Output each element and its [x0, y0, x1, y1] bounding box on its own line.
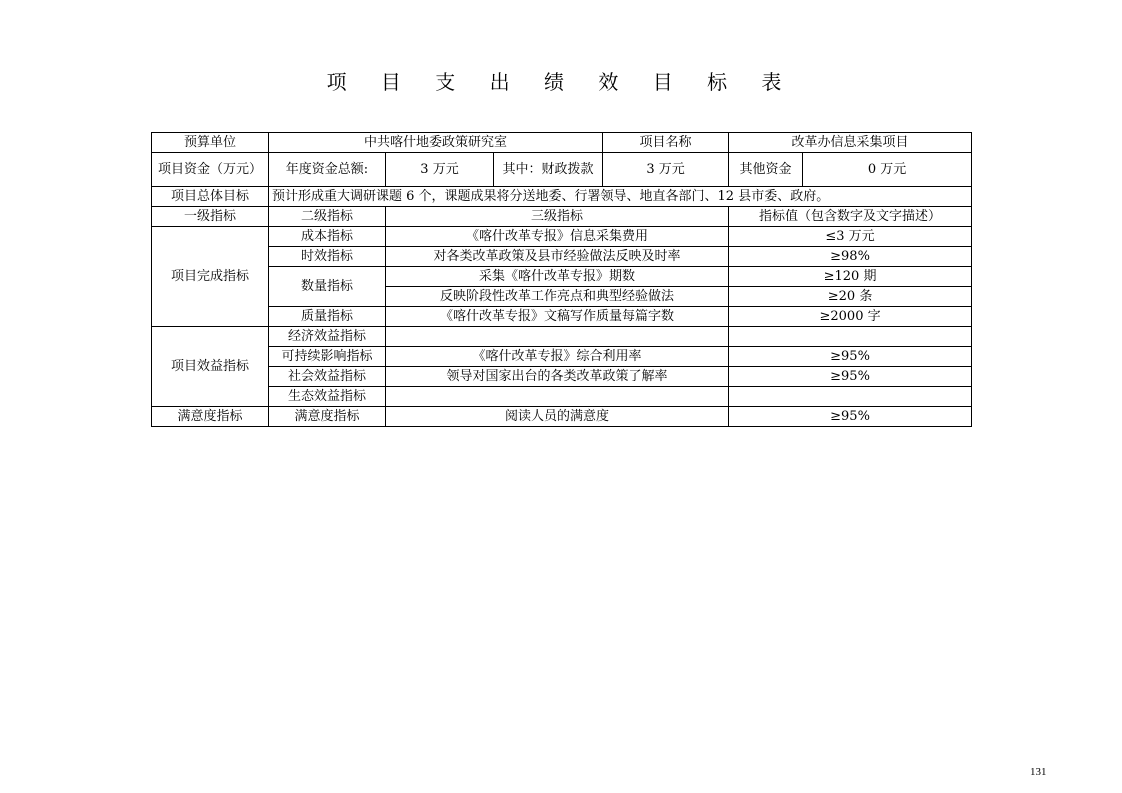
- fiscal-value: 3 万元: [603, 153, 729, 187]
- cost-item: 《喀什改革专报》信息采集费用: [386, 227, 729, 247]
- social-value: ≥95%: [729, 367, 972, 387]
- satisfaction-level2: 满意度指标: [269, 407, 386, 427]
- ecological-label: 生态效益指标: [269, 387, 386, 407]
- table-row: [152, 387, 972, 407]
- header-row: [152, 133, 972, 153]
- goal-row: [152, 187, 972, 207]
- other-funds-label: 其他资金: [729, 153, 803, 187]
- table-row: [152, 327, 972, 347]
- benefit-label: 项目效益指标: [152, 327, 269, 407]
- sustainable-value: ≥95%: [729, 347, 972, 367]
- budget-unit-label: 预算单位: [152, 133, 269, 153]
- table-row: [152, 407, 972, 427]
- cost-value: ≤3 万元: [729, 227, 972, 247]
- completion-label: 项目完成指标: [152, 227, 269, 327]
- quantity-label: 数量指标: [269, 267, 386, 307]
- quantity-item-2: 反映阶段性改革工作亮点和典型经验做法: [386, 287, 729, 307]
- table-row: [152, 227, 972, 247]
- ecological-item: [386, 387, 729, 407]
- annual-total-value: 3 万元: [386, 153, 494, 187]
- economic-value: [729, 327, 972, 347]
- sustainable-item: 《喀什改革专报》综合利用率: [386, 347, 729, 367]
- project-name-value: 改革办信息采集项目: [729, 133, 972, 153]
- sustainable-label: 可持续影响指标: [269, 347, 386, 367]
- table-row: [152, 267, 972, 287]
- performance-target-table: [151, 132, 972, 427]
- project-name-label: 项目名称: [603, 133, 729, 153]
- quantity-item-1: 采集《喀什改革专报》期数: [386, 267, 729, 287]
- timeliness-value: ≥98%: [729, 247, 972, 267]
- ecological-value: [729, 387, 972, 407]
- col-value: 指标值（包含数字及文字描述）: [729, 207, 972, 227]
- annual-total-label: 年度资金总额:: [269, 153, 386, 187]
- goal-label: 项目总体目标: [152, 187, 269, 207]
- social-label: 社会效益指标: [269, 367, 386, 387]
- quality-item: 《喀什改革专报》文稿写作质量每篇字数: [386, 307, 729, 327]
- other-funds-value: 0 万元: [803, 153, 972, 187]
- timeliness-item: 对各类改革政策及县市经验做法反映及时率: [386, 247, 729, 267]
- budget-unit-value: 中共喀什地委政策研究室: [269, 133, 603, 153]
- col-level3: 三级指标: [386, 207, 729, 227]
- satisfaction-item: 阅读人员的满意度: [386, 407, 729, 427]
- quantity-value-2: ≥20 条: [729, 287, 972, 307]
- table-row: [152, 307, 972, 327]
- col-level2: 二级指标: [269, 207, 386, 227]
- quality-label: 质量指标: [269, 307, 386, 327]
- table-row: [152, 247, 972, 267]
- funds-label: 项目资金（万元）: [152, 153, 269, 187]
- goal-value: 预计形成重大调研课题 6 个，课题成果将分送地委、行署领导、地直各部门、12 县市委、政府。: [269, 187, 972, 207]
- funds-row: [152, 153, 972, 187]
- col-level1: 一级指标: [152, 207, 269, 227]
- quality-value: ≥2000 字: [729, 307, 972, 327]
- quantity-value-1: ≥120 期: [729, 267, 972, 287]
- satisfaction-level1: 满意度指标: [152, 407, 269, 427]
- page-number: 131: [1030, 766, 1047, 778]
- table-row: [152, 347, 972, 367]
- column-header-row: [152, 207, 972, 227]
- cost-label: 成本指标: [269, 227, 386, 247]
- satisfaction-value: ≥95%: [729, 407, 972, 427]
- fiscal-label: 其中：财政拨款: [494, 153, 603, 187]
- table-row: [152, 367, 972, 387]
- page-title: 项 目 支 出 绩 效 目 标 表: [326, 70, 796, 94]
- economic-label: 经济效益指标: [269, 327, 386, 347]
- social-item: 领导对国家出台的各类改革政策了解率: [386, 367, 729, 387]
- timeliness-label: 时效指标: [269, 247, 386, 267]
- economic-item: [386, 327, 729, 347]
